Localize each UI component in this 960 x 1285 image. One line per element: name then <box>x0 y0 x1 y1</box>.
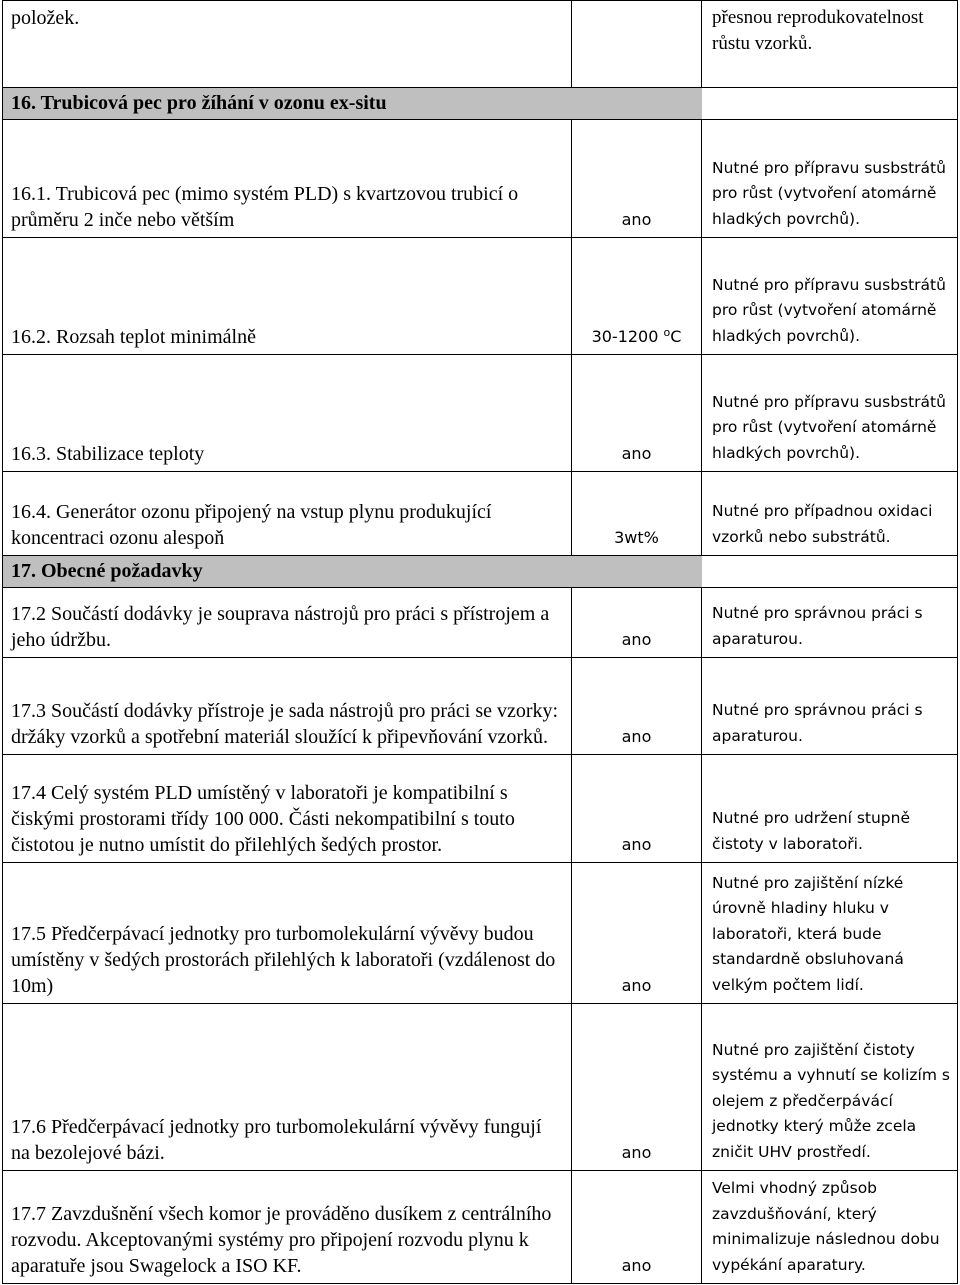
label-cell <box>2 755 572 863</box>
note-cell <box>702 355 958 472</box>
value-cell <box>572 658 702 755</box>
row-label: 16.1. Trubicová pec (mimo systém PLD) s kvartzovou trubicí o průměru 2 inče nebo větším <box>11 183 519 231</box>
value-cell <box>572 472 702 556</box>
unit-text: C <box>670 327 682 346</box>
table-row <box>0 588 960 658</box>
table-row <box>0 238 960 355</box>
row-label: 16.2. Rozsah teplot minimálně <box>11 326 256 348</box>
row-label: 16.4. Generátor ozonu připojený na vstup plynu produkující koncentraci ozonu alespoň <box>11 501 492 549</box>
row-note: Velmi vhodný způsob zavzdušňování, který minimalizuje následnou dobu vypékání aparatury. <box>712 1179 940 1274</box>
row-note: Nutné pro zajištění čistoty systému a vyhnutí se kolizím s olejem z předčerpávácí jednotky který může zcela zničit UHV prostředí. <box>712 1040 950 1161</box>
row-label: položek. <box>11 7 80 29</box>
row-note: Nutné pro přípravu susbstrátů pro růst (vytvoření atomárně hladkých povrchů). <box>712 158 946 228</box>
label-cell <box>2 588 572 658</box>
row-value: ano <box>621 835 652 854</box>
value-cell <box>572 1004 702 1171</box>
section-header-cell <box>2 88 702 120</box>
value-cell <box>572 355 702 472</box>
row-note: Nutné pro případnou oxidaci vzorků nebo substrátů. <box>712 502 933 546</box>
label-cell <box>2 472 572 556</box>
table-row <box>0 1171 960 1284</box>
label-cell <box>2 0 572 88</box>
note-cell <box>702 588 958 658</box>
label-cell <box>2 355 572 472</box>
note-cell <box>702 120 958 238</box>
label-cell <box>2 120 572 238</box>
note-cell <box>702 863 958 1004</box>
row-label: 17.5 Předčerpávací jednotky pro turbomolekulární vývěvy budou umístěny v šedých prostorách přilehlých k laboratoři (vzdálenost do 10m) <box>11 923 556 997</box>
row-label: 16.3. Stabilizace teploty <box>11 443 205 465</box>
table-row <box>0 658 960 755</box>
row-value: 3wt% <box>614 528 659 547</box>
note-cell <box>702 0 958 88</box>
note-cell <box>702 472 958 556</box>
temperature-range-value <box>572 325 701 349</box>
value-cell <box>572 1171 702 1284</box>
row-value: ano <box>621 976 652 995</box>
section-header-row <box>0 556 960 588</box>
note-cell <box>702 556 958 588</box>
row-note: Nutné pro správnou práci s aparaturou. <box>712 701 923 745</box>
row-note: přesnou reprodukovatelnost růstu vzorků. <box>712 7 924 54</box>
degree-superscript: o <box>663 326 671 339</box>
note-cell <box>702 755 958 863</box>
label-cell <box>2 658 572 755</box>
section-title: 16. Trubicová pec pro žíhání v ozonu ex-situ <box>11 92 387 114</box>
label-cell <box>2 1004 572 1171</box>
row-value: ano <box>621 630 652 649</box>
section-header-row <box>0 88 960 120</box>
row-label: 17.6 Předčerpávací jednotky pro turbomolekulární vývěvy fungují na bezolejové bázi. <box>11 1116 542 1164</box>
row-label: 17.7 Zavzdušnění všech komor je prováděno dusíkem z centrálního rozvodu. Akceptovanými systémy pro připojení rozvodu plynu k aparatuře jsou Swagelock a ISO KF. <box>11 1203 552 1277</box>
table-row <box>0 355 960 472</box>
row-value: ano <box>621 1143 652 1162</box>
value-cell <box>572 588 702 658</box>
row-value: ano <box>621 444 652 463</box>
row-value: ano <box>621 727 652 746</box>
range-number: 30-1200 <box>591 327 659 346</box>
label-cell <box>2 863 572 1004</box>
table-row <box>0 755 960 863</box>
note-cell <box>702 88 958 120</box>
value-cell <box>572 755 702 863</box>
row-note: Nutné pro správnou práci s aparaturou. <box>712 604 923 648</box>
label-cell <box>2 1171 572 1284</box>
row-note: Nutné pro přípravu susbstrátů pro růst (vytvoření atomárně hladkých povrchů). <box>712 392 946 462</box>
table-row <box>0 0 960 88</box>
note-cell <box>702 1171 958 1284</box>
table-row <box>0 120 960 238</box>
section-title: 17. Obecné požadavky <box>11 560 203 582</box>
row-value: ano <box>621 210 652 229</box>
row-value: ano <box>621 1256 652 1275</box>
value-cell <box>572 120 702 238</box>
label-cell <box>2 238 572 355</box>
row-label: 17.4 Celý systém PLD umístěný v laboratoři je kompatibilní s čiskými prostorami třídy 100 000. Části nekompatibilní s touto čistotou je nutno umístit do přilehlých šedých prostor. <box>11 782 515 856</box>
value-cell <box>572 238 702 355</box>
table-row <box>0 1004 960 1171</box>
note-cell <box>702 238 958 355</box>
section-header-cell <box>2 556 702 588</box>
value-cell <box>572 863 702 1004</box>
row-note: Nutné pro přípravu susbstrátů pro růst (vytvoření atomárně hladkých povrchů). <box>712 275 946 345</box>
row-label: 17.3 Součástí dodávky přístroje je sada nástrojů pro práci se vzorky: držáky vzorků a spotřební materiál sloužící k připevňování vzorků. <box>11 700 559 748</box>
note-cell <box>702 1004 958 1171</box>
row-note: Nutné pro zajištění nízké úrovně hladiny hluku v laboratoři, která bude standardně obsluhovaná velkým počtem lidí. <box>712 873 904 994</box>
row-note: Nutné pro udržení stupně čistoty v laboratoři. <box>712 809 911 853</box>
value-cell <box>572 0 702 88</box>
table-row <box>0 863 960 1004</box>
note-cell <box>702 658 958 755</box>
table-row <box>0 472 960 556</box>
row-label: 17.2 Součástí dodávky je souprava nástrojů pro práci s přístrojem a jeho údržbu. <box>11 603 550 651</box>
